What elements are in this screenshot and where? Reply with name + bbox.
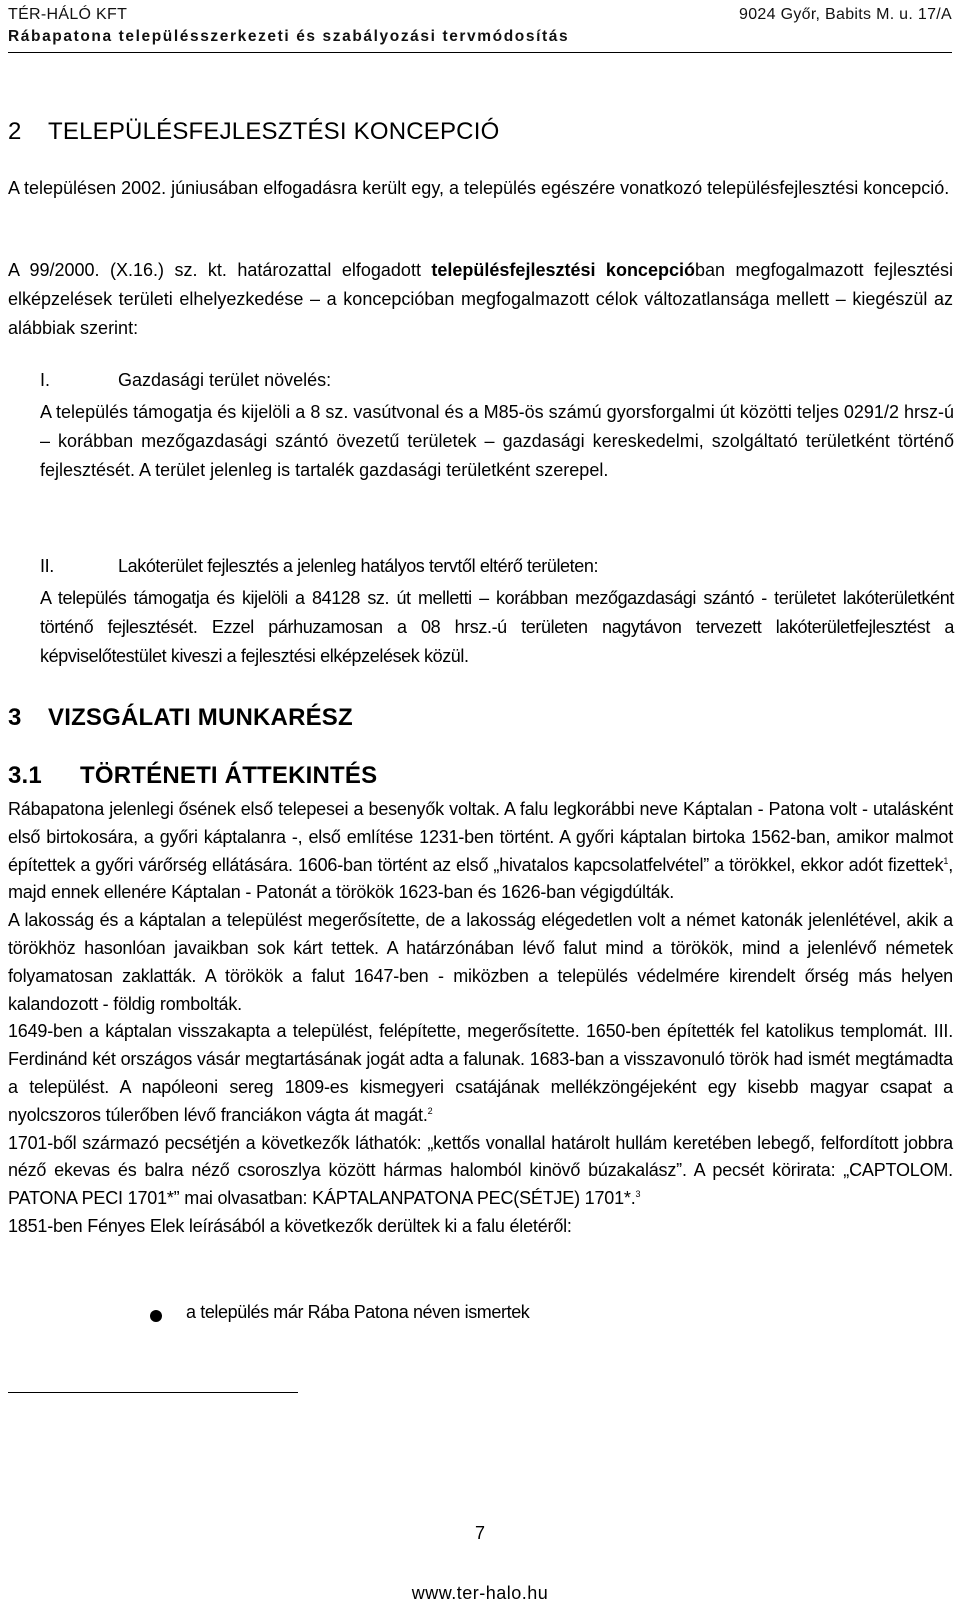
history-text	[8, 796, 953, 1241]
item-1-body: A település támogatja és kijelöli a 8 sz. vasútvonal és a M85-ös számú gyorsforgalmi út közötti teljes 0291/2 hrsz-ú – korábban mezőgazdasági szántó övezetű területek – gazdasági kereskedelmi, szolgáltató területként történő fejlesztését. A terület jelenleg is tartalék gazdasági területként szerepel.	[40, 402, 954, 480]
section-2-paragraph-2	[8, 256, 953, 343]
item-1-title: Gazdasági terület növelés:	[118, 370, 332, 390]
history-p1-text-b: , majd ennek ellenére Káptalan - Patonát a törökök 1623-ban és 1626-ban végigdúlták.	[8, 854, 953, 903]
history-paragraph-2: A lakosság és a káptalan a települést megerősítette, de a lakosság elégedetlen volt a német katonák jelenlétével, akik a törökhöz hasonlóan javaikban sok kárt tettek. A határzónában lévő falut mind a törökök, mind a jelenlévő németek folyamatosan zaklatták. A törökök a falut 1647-ben - miközben a település védelmére kirendelt őrség más helyen kalandozott - földig rombolták.	[8, 910, 953, 1014]
item-1-number: I.	[40, 370, 51, 390]
page-header-top	[8, 6, 952, 24]
history-paragraph-5: 1851-ben Fényes Elek leírásából a következők derültek ki a falu életéről:	[8, 1215, 572, 1236]
history-p3-text: 1649-ben a káptalan visszakapta a települést, felépítette, megerősítette. 1650-ben építették fel katolikus templomát. III. Ferdinánd két országos vásár megtartásának jogát adta a falunak. 1683-ban a visszavonuló török had ismét megtámadta a települést. A napóleoni sereg 1809-es kismegyeri csatájának mellékzöngéjeként egy kisebb magyar csapat a nyolcszoros túlerőben lévő franciákon vágta át magát.	[8, 1021, 953, 1125]
page-number: 7	[474, 1523, 485, 1543]
footnote-separator	[8, 1392, 298, 1393]
section-3-heading	[8, 704, 353, 732]
footnote-ref-1: 1	[943, 855, 949, 866]
item-2-number: II.	[40, 556, 54, 576]
section-2-number: 2	[8, 118, 22, 145]
bullet-item-text: a település már Rába Patona néven ismertek	[186, 1302, 530, 1322]
section-3-1-heading	[8, 762, 377, 790]
history-p1-text-a: Rábapatona jelenlegi ősének első telepesei a besenyők voltak. A falu legkorábbi neve Káptalan - Patona volt - utalásként első birtokosára, a győri káptalanra -, első említése 1231-ben történt. A győri káptalan birtoka 1562-ban, amikor malmot építettek a győri várőrség ellátására. 1606-ban történt az első „hivatalos kapcsolatfelvétel” a törökkel, ekkor adót fizettek	[8, 799, 953, 875]
section-3-number: 3	[8, 704, 22, 731]
section-2-title: TELEPÜLÉSFEJLESZTÉSI KONCEPCIÓ	[48, 118, 500, 145]
para2-text-end: ban megfogalmazott fejlesztési elképzelések területi elhelyezkedése – a koncepcióban megfogalmazott célok változatlansága mellett – kiegészül az alábbiak szerint:	[8, 260, 954, 338]
item-2-title: Lakóterület fejlesztés a jelenleg hatályos tervtől eltérő területen:	[118, 556, 599, 576]
header-company: TÉR-HÁLÓ KFT	[8, 6, 128, 23]
footer-url: www.ter-halo.hu	[411, 1583, 549, 1603]
para2-text-start: A 99/2000. (X.16.) sz. kt. határozattal elfogadott	[8, 260, 432, 280]
footnote-ref-3: 3	[635, 1189, 641, 1200]
section-3-1-title: TÖRTÉNETI ÁTTEKINTÉS	[80, 762, 378, 789]
section-3-title: VIZSGÁLATI MUNKARÉSZ	[48, 704, 353, 731]
header-doc-title: Rábapatona településszerkezeti és szabályozási tervmódosítás	[8, 28, 570, 45]
footnote-ref-2: 2	[427, 1105, 433, 1116]
section-2-heading	[8, 118, 499, 146]
item-2-body: A település támogatja és kijelöli a 84128 sz. út melletti – korábban mezőgazdasági szántó - területet lakóterületként történő fejlesztését. Ezzel párhuzamosan a 08 hrsz.-ú területen nagytávon tervezett lakóterületfejlesztést a képviselőtestület kiveszi a fejlesztési elképzelések közül.	[40, 588, 954, 666]
bullet-dot	[150, 1310, 162, 1322]
history-paragraph-4	[8, 1130, 953, 1213]
history-paragraph-3	[8, 1018, 953, 1129]
history-paragraph-1	[8, 796, 953, 907]
section-3-1-number: 3.1	[8, 762, 42, 789]
para2-bold-term: településfejlesztési koncepció	[431, 260, 695, 280]
header-address: 9024 Győr, Babits M. u. 17/A	[739, 6, 952, 23]
header-divider	[8, 52, 952, 53]
history-p4-text: 1701-ből származó pecsétjén a következők láthatók: „kettős vonallal határolt hullám keretében lebegő, felfordított jobbra néző ekevas és balra néző csoroszlya között hármas halomból kinövő búzakalász”. A pecsét körirata: „CAPTOLOM. PATONA PECI 1701*” mai olvasatban: KÁPTALANPATONA PEC(SÉTJE) 1701*.	[8, 1132, 953, 1209]
section-2-paragraph-1: A településen 2002. júniusában elfogadásra került egy, a település egészére vonatkozó településfejlesztési koncepció.	[8, 178, 950, 198]
